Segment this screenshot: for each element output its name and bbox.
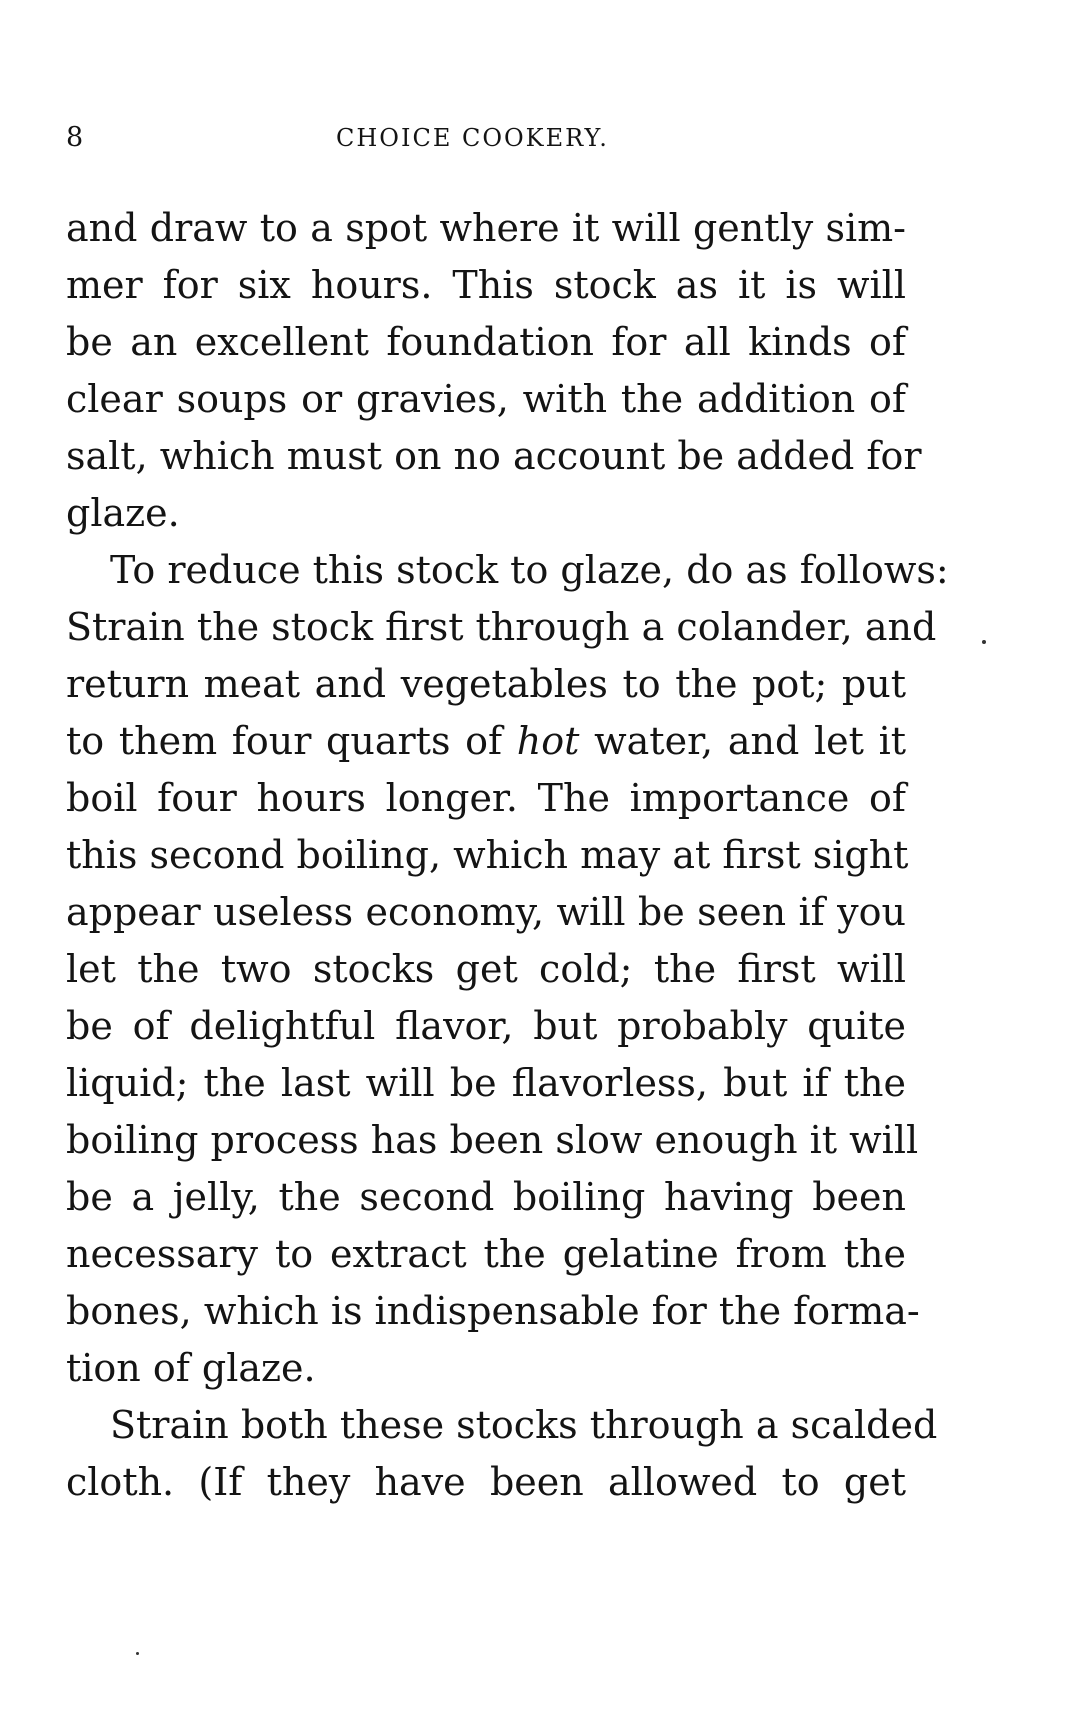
- text-line: return meat and vegetables to the pot; put: [66, 662, 906, 706]
- text-line: glaze.: [66, 491, 180, 535]
- text-line: liquid; the last will be flavorless, but if the: [66, 1061, 906, 1105]
- paragraph-2: [66, 542, 949, 1397]
- print-speck: [136, 1652, 139, 1655]
- print-speck: [982, 640, 986, 644]
- text-line: necessary to extract the gelatine from the: [66, 1232, 906, 1276]
- text-line-with-italic: [66, 713, 906, 770]
- text-line: be a jelly, the second boiling having been: [66, 1175, 906, 1219]
- text-line: boiling process has been slow enough it will: [66, 1118, 919, 1162]
- page-number: 8: [66, 122, 84, 153]
- body-text: [66, 200, 949, 1511]
- text-line: salt, which must on no account be added for: [66, 434, 922, 478]
- text-line: To reduce this stock to glaze, do as follows:: [110, 548, 949, 592]
- text-line: be an excellent foundation for all kinds of: [66, 320, 906, 364]
- text-line: clear soups or gravies, with the addition of: [66, 377, 906, 421]
- text-line: and draw to a spot where it will gently sim-: [66, 206, 906, 250]
- text-line: appear useless economy, will be seen if you: [66, 890, 906, 934]
- text-line: Strain both these stocks through a scalded: [110, 1403, 938, 1447]
- text-line: cloth. (If they have been allowed to get: [66, 1460, 906, 1504]
- text-line: Strain the stock first through a colander, and: [66, 605, 937, 649]
- text-line: bones, which is indispensable for the forma-: [66, 1289, 920, 1333]
- running-title: CHOICE COOKERY.: [336, 124, 609, 152]
- text-line: let the two stocks get cold; the first will: [66, 947, 906, 991]
- text-line: this second boiling, which may at first sight: [66, 833, 909, 877]
- italic-word: hot: [516, 719, 580, 763]
- text-line: boil four hours longer. The importance of: [66, 776, 906, 820]
- text-segment: water, and let it: [594, 719, 906, 763]
- paragraph-3: [66, 1397, 938, 1511]
- paragraph-1: [66, 200, 922, 542]
- text-line: tion of glaze.: [66, 1346, 316, 1390]
- text-line: mer for six hours. This stock as it is will: [66, 263, 906, 307]
- text-line: be of delightful flavor, but probably quite: [66, 1004, 906, 1048]
- text-segment: to them four quarts of: [66, 719, 503, 763]
- running-head: [66, 122, 906, 162]
